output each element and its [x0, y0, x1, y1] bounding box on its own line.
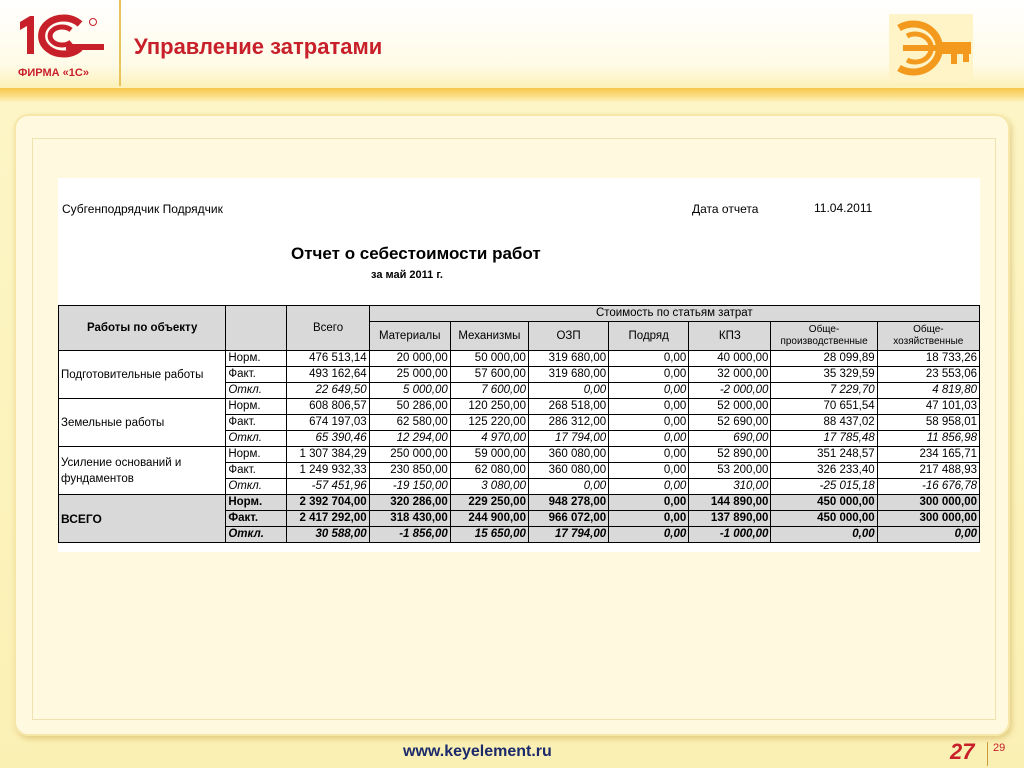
value-cell: 0,00 [609, 415, 689, 431]
value-cell: 351 248,57 [771, 447, 877, 463]
row-type-label: Норм. [226, 399, 287, 415]
value-cell: 318 430,00 [369, 511, 450, 527]
value-cell: 0,00 [528, 479, 608, 495]
value-cell: 0,00 [609, 463, 689, 479]
value-cell: 966 072,00 [528, 511, 608, 527]
value-cell: 0,00 [609, 479, 689, 495]
value-cell: 4 819,80 [877, 383, 979, 399]
value-cell: 65 390,46 [287, 431, 369, 447]
table-row [59, 447, 980, 463]
key-element-logo-icon [889, 14, 973, 82]
table-row [59, 351, 980, 367]
header-divider [119, 0, 121, 86]
value-cell: -57 451,96 [287, 479, 369, 495]
value-cell: 30 588,00 [287, 527, 369, 543]
value-cell: 17 794,00 [528, 431, 608, 447]
header-col-mechanisms: Механизмы [450, 322, 528, 351]
report-title: Отчет о себестоимости работ [291, 244, 541, 263]
header-col-general-overhead-line2: хозяйственные [893, 336, 964, 347]
key-element-logo [889, 14, 973, 82]
value-cell: 0,00 [609, 495, 689, 511]
header-band [0, 88, 1024, 102]
value-cell: 62 580,00 [369, 415, 450, 431]
report-date-label: Дата отчета [692, 202, 759, 216]
value-cell: 229 250,00 [450, 495, 528, 511]
value-cell: 17 794,00 [528, 527, 608, 543]
row-type-label: Откл. [226, 479, 287, 495]
value-cell: 0,00 [609, 399, 689, 415]
value-cell: 23 553,06 [877, 367, 979, 383]
logo-text: ФИРМА «1С» [18, 67, 89, 79]
value-cell: 690,00 [689, 431, 771, 447]
value-cell: 28 099,89 [771, 351, 877, 367]
row-type-label: Факт. [226, 463, 287, 479]
value-cell: 2 417 292,00 [287, 511, 369, 527]
header-col-kpz: КПЗ [689, 322, 771, 351]
value-cell: 234 165,71 [877, 447, 979, 463]
value-cell: 120 250,00 [450, 399, 528, 415]
header-cost-group: Стоимость по статьям затрат [369, 306, 979, 322]
table-row [59, 399, 980, 415]
value-cell: 1 249 932,33 [287, 463, 369, 479]
value-cell: 52 000,00 [689, 399, 771, 415]
work-name: Земельные работы [59, 399, 226, 447]
value-cell: 53 200,00 [689, 463, 771, 479]
value-cell: 0,00 [609, 351, 689, 367]
cost-table [58, 305, 980, 543]
row-type-label: Норм. [226, 447, 287, 463]
header-works: Работы по объекту [59, 306, 226, 351]
value-cell: 52 890,00 [689, 447, 771, 463]
header-col-contract: Подряд [609, 322, 689, 351]
header-col-ozp: ОЗП [528, 322, 608, 351]
page-number-small: 29 [993, 742, 1006, 754]
value-cell: 25 000,00 [369, 367, 450, 383]
value-cell: 268 518,00 [528, 399, 608, 415]
value-cell: 320 286,00 [369, 495, 450, 511]
value-cell: 2 392 704,00 [287, 495, 369, 511]
value-cell: 310,00 [689, 479, 771, 495]
row-type-label: Откл. [226, 527, 287, 543]
cost-report [58, 178, 980, 552]
value-cell: 12 294,00 [369, 431, 450, 447]
value-cell: 50 000,00 [450, 351, 528, 367]
slide-header [0, 0, 1024, 92]
value-cell: 300 000,00 [877, 495, 979, 511]
value-cell: 1 307 384,29 [287, 447, 369, 463]
value-cell: 286 312,00 [528, 415, 608, 431]
value-cell: 11 856,98 [877, 431, 979, 447]
value-cell: 0,00 [609, 511, 689, 527]
value-cell: 0,00 [609, 431, 689, 447]
value-cell: 0,00 [609, 367, 689, 383]
page-number-divider [987, 742, 988, 766]
header-col-general-overhead-line1: Обще- [913, 324, 944, 335]
cost-table-body [59, 351, 980, 543]
header-col-materials: Материалы [369, 322, 450, 351]
footer-url[interactable]: www.keyelement.ru [403, 743, 552, 760]
value-cell: 7 600,00 [450, 383, 528, 399]
row-type-label: Факт. [226, 511, 287, 527]
value-cell: 360 080,00 [528, 447, 608, 463]
value-cell: 0,00 [609, 527, 689, 543]
value-cell: 18 733,26 [877, 351, 979, 367]
value-cell: -25 015,18 [771, 479, 877, 495]
value-cell: 15 650,00 [450, 527, 528, 543]
value-cell: 50 286,00 [369, 399, 450, 415]
value-cell: 125 220,00 [450, 415, 528, 431]
report-date-value: 11.04.2011 [814, 201, 873, 215]
value-cell: 476 513,14 [287, 351, 369, 367]
value-cell: 360 080,00 [528, 463, 608, 479]
row-type-label: Откл. [226, 431, 287, 447]
value-cell: 493 162,64 [287, 367, 369, 383]
header-col-production-overhead [771, 322, 877, 351]
value-cell: 250 000,00 [369, 447, 450, 463]
value-cell: 47 101,03 [877, 399, 979, 415]
value-cell: -2 000,00 [689, 383, 771, 399]
value-cell: -16 676,78 [877, 479, 979, 495]
value-cell: 52 690,00 [689, 415, 771, 431]
value-cell: 35 329,59 [771, 367, 877, 383]
value-cell: -1 856,00 [369, 527, 450, 543]
row-type-label: Норм. [226, 351, 287, 367]
value-cell: 4 970,00 [450, 431, 528, 447]
value-cell: 450 000,00 [771, 511, 877, 527]
value-cell: 7 229,70 [771, 383, 877, 399]
value-cell: 608 806,57 [287, 399, 369, 415]
page-number: 27 [950, 739, 975, 764]
value-cell: 319 680,00 [528, 367, 608, 383]
1c-logo [0, 0, 118, 86]
value-cell: 88 437,02 [771, 415, 877, 431]
row-type-label: Откл. [226, 383, 287, 399]
value-cell: 217 488,93 [877, 463, 979, 479]
row-type-label: Норм. [226, 495, 287, 511]
subcontractor-label: Субгенподрядчик Подрядчик [62, 202, 223, 216]
value-cell: 70 651,54 [771, 399, 877, 415]
value-cell: -19 150,00 [369, 479, 450, 495]
value-cell: 300 000,00 [877, 511, 979, 527]
value-cell: 674 197,03 [287, 415, 369, 431]
value-cell: 3 080,00 [450, 479, 528, 495]
1c-logo-icon [0, 0, 118, 86]
header-empty [226, 306, 287, 351]
row-type-label: Факт. [226, 367, 287, 383]
value-cell: 144 890,00 [689, 495, 771, 511]
value-cell: 137 890,00 [689, 511, 771, 527]
value-cell: 0,00 [771, 527, 877, 543]
value-cell: 17 785,48 [771, 431, 877, 447]
slide-title: Управление затратами [134, 34, 383, 59]
work-name: Подготовительные работы [59, 351, 226, 399]
value-cell: 244 900,00 [450, 511, 528, 527]
value-cell: 326 233,40 [771, 463, 877, 479]
value-cell: 59 000,00 [450, 447, 528, 463]
value-cell: 22 649,50 [287, 383, 369, 399]
header-col-production-overhead-line2: производственные [780, 336, 868, 347]
value-cell: 5 000,00 [369, 383, 450, 399]
work-name: ВСЕГО [59, 495, 226, 543]
row-type-label: Факт. [226, 415, 287, 431]
value-cell: 230 850,00 [369, 463, 450, 479]
value-cell: 57 600,00 [450, 367, 528, 383]
header-total: Всего [287, 306, 369, 351]
work-name: Усиление оснований и фундаментов [59, 447, 226, 495]
header-col-production-overhead-line1: Обще- [808, 324, 840, 335]
value-cell: 948 278,00 [528, 495, 608, 511]
value-cell: 40 000,00 [689, 351, 771, 367]
header-col-general-overhead [877, 322, 979, 351]
value-cell: 319 680,00 [528, 351, 608, 367]
value-cell: 62 080,00 [450, 463, 528, 479]
value-cell: 20 000,00 [369, 351, 450, 367]
value-cell: 32 000,00 [689, 367, 771, 383]
value-cell: 450 000,00 [771, 495, 877, 511]
value-cell: -1 000,00 [689, 527, 771, 543]
value-cell: 58 958,01 [877, 415, 979, 431]
value-cell: 0,00 [877, 527, 979, 543]
value-cell: 0,00 [528, 383, 608, 399]
value-cell: 0,00 [609, 383, 689, 399]
report-period: за май 2011 г. [371, 269, 443, 281]
table-row [59, 495, 980, 511]
value-cell: 0,00 [609, 447, 689, 463]
